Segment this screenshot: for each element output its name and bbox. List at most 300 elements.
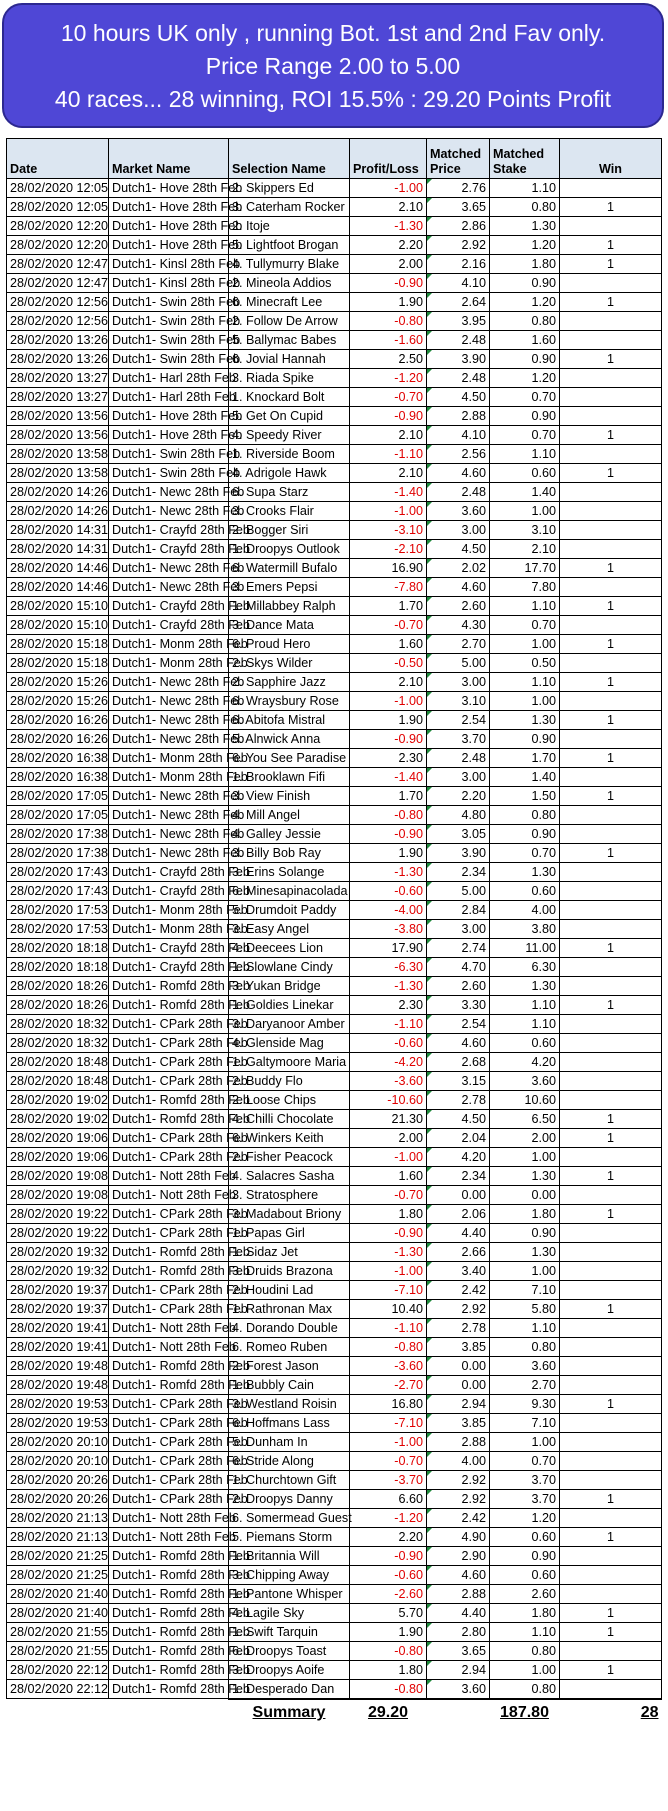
- cell-selection-name: 4. Dorando Double: [229, 1319, 350, 1338]
- cell-selection-name: 3. Westland Roisin: [229, 1395, 350, 1414]
- cell-matched-price: 2.60: [427, 977, 490, 996]
- cell-win: [560, 1471, 662, 1490]
- table-row: [7, 996, 662, 1015]
- cell-market-name: Dutch1- Romfd 28th Feb: [109, 1585, 229, 1604]
- cell-selection-name: 2. Bogger Siri: [229, 521, 350, 540]
- cell-date: 28/02/2020 19:37: [7, 1300, 109, 1319]
- cell-date: 28/02/2020 12:47: [7, 274, 109, 293]
- cell-date: 28/02/2020 13:56: [7, 426, 109, 445]
- cell-profit-loss: 2.30: [350, 996, 427, 1015]
- cell-win: 1: [560, 597, 662, 616]
- cell-selection-name: 1. Churchtown Gift: [229, 1471, 350, 1490]
- cell-market-name: Dutch1- Newc 28th Feb: [109, 730, 229, 749]
- cell-profit-loss: -0.90: [350, 407, 427, 426]
- table-row: [7, 1395, 662, 1414]
- cell-profit-loss: -7.10: [350, 1414, 427, 1433]
- table-row: [7, 1072, 662, 1091]
- cell-matched-stake: 3.60: [490, 1072, 560, 1091]
- cell-win: [560, 502, 662, 521]
- cell-profit-loss: -4.20: [350, 1053, 427, 1072]
- cell-profit-loss: 1.70: [350, 787, 427, 806]
- cell-market-name: Dutch1- CPark 28th Feb: [109, 1300, 229, 1319]
- cell-profit-loss: -7.10: [350, 1281, 427, 1300]
- cell-matched-price: 2.90: [427, 1547, 490, 1566]
- cell-win: [560, 521, 662, 540]
- cell-selection-name: 5. Alnwick Anna: [229, 730, 350, 749]
- summary-label: Summary: [229, 1699, 350, 1727]
- cell-selection-name: 4. Mill Angel: [229, 806, 350, 825]
- cell-matched-stake: 1.30: [490, 217, 560, 236]
- table-row: [7, 597, 662, 616]
- cell-date: 28/02/2020 15:18: [7, 654, 109, 673]
- table-row: [7, 426, 662, 445]
- cell-date: 28/02/2020 12:20: [7, 236, 109, 255]
- cell-market-name: Dutch1- CPark 28th Feb: [109, 1224, 229, 1243]
- banner-line-1: 10 hours UK only , running Bot. 1st and 2nd Fav only.: [60, 20, 606, 46]
- cell-profit-loss: -0.60: [350, 1566, 427, 1585]
- cell-market-name: Dutch1- Romfd 28th Feb: [109, 1680, 229, 1699]
- cell-selection-name: 3. Erins Solange: [229, 863, 350, 882]
- cell-profit-loss: -0.80: [350, 806, 427, 825]
- cell-matched-price: 4.50: [427, 1110, 490, 1129]
- cell-market-name: Dutch1- Crayfd 28th Feb: [109, 521, 229, 540]
- table-row: [7, 1585, 662, 1604]
- cell-selection-name: 1. Millabbey Ralph: [229, 597, 350, 616]
- cell-win: [560, 179, 662, 198]
- cell-date: 28/02/2020 19:22: [7, 1205, 109, 1224]
- cell-matched-stake: 0.90: [490, 350, 560, 369]
- table-row: [7, 521, 662, 540]
- cell-date: 28/02/2020 19:06: [7, 1148, 109, 1167]
- cell-profit-loss: -6.30: [350, 958, 427, 977]
- cell-selection-name: 2. Follow De Arrow: [229, 312, 350, 331]
- cell-market-name: Dutch1- Nott 28th Feb: [109, 1338, 229, 1357]
- cell-date: 28/02/2020 22:12: [7, 1661, 109, 1680]
- cell-market-name: Dutch1- Hove 28th Feb: [109, 217, 229, 236]
- cell-matched-price: 0.00: [427, 1357, 490, 1376]
- cell-selection-name: 6. Watermill Bufalo: [229, 559, 350, 578]
- cell-market-name: Dutch1- Swin 28th Feb: [109, 464, 229, 483]
- cell-win: 1: [560, 1110, 662, 1129]
- table-row: [7, 1319, 662, 1338]
- cell-win: [560, 540, 662, 559]
- cell-matched-stake: 0.80: [490, 1338, 560, 1357]
- cell-selection-name: 6. Somermead Guest: [229, 1509, 350, 1528]
- cell-market-name: Dutch1- Harl 28th Feb: [109, 369, 229, 388]
- cell-matched-price: 3.40: [427, 1262, 490, 1281]
- cell-matched-price: 3.00: [427, 673, 490, 692]
- cell-win: 1: [560, 1661, 662, 1680]
- cell-matched-stake: 1.70: [490, 749, 560, 768]
- cell-win: 1: [560, 198, 662, 217]
- table-row: [7, 806, 662, 825]
- cell-matched-price: 3.85: [427, 1338, 490, 1357]
- cell-selection-name: 1. Riverside Boom: [229, 445, 350, 464]
- cell-market-name: Dutch1- Monm 28th Feb: [109, 635, 229, 654]
- cell-profit-loss: 17.90: [350, 939, 427, 958]
- cell-matched-price: 2.04: [427, 1129, 490, 1148]
- table-row: [7, 1034, 662, 1053]
- cell-date: 28/02/2020 18:18: [7, 958, 109, 977]
- table-row: [7, 654, 662, 673]
- summary-row: [7, 1699, 662, 1727]
- cell-market-name: Dutch1- Crayfd 28th Feb: [109, 939, 229, 958]
- cell-profit-loss: 2.20: [350, 236, 427, 255]
- cell-matched-stake: 0.90: [490, 825, 560, 844]
- cell-selection-name: 6. Droopys Toast: [229, 1642, 350, 1661]
- cell-matched-stake: 0.90: [490, 1547, 560, 1566]
- cell-matched-stake: 1.80: [490, 255, 560, 274]
- cell-selection-name: 2. Mineola Addios: [229, 274, 350, 293]
- cell-win: [560, 1642, 662, 1661]
- cell-matched-price: 3.60: [427, 1680, 490, 1699]
- table-row: [7, 1129, 662, 1148]
- table-row: [7, 255, 662, 274]
- cell-profit-loss: 16.80: [350, 1395, 427, 1414]
- cell-profit-loss: 6.60: [350, 1490, 427, 1509]
- cell-profit-loss: -2.10: [350, 540, 427, 559]
- cell-selection-name: 1. Bubbly Cain: [229, 1376, 350, 1395]
- cell-matched-price: 2.78: [427, 1319, 490, 1338]
- cell-market-name: Dutch1- Swin 28th Feb: [109, 331, 229, 350]
- cell-date: 28/02/2020 12:05: [7, 179, 109, 198]
- cell-market-name: Dutch1- CPark 28th Feb: [109, 1205, 229, 1224]
- cell-win: [560, 958, 662, 977]
- cell-date: 28/02/2020 22:12: [7, 1680, 109, 1699]
- cell-win: [560, 483, 662, 502]
- cell-matched-stake: 4.20: [490, 1053, 560, 1072]
- cell-win: 1: [560, 1129, 662, 1148]
- cell-win: [560, 616, 662, 635]
- cell-matched-price: 2.48: [427, 483, 490, 502]
- cell-selection-name: 6. Supa Starz: [229, 483, 350, 502]
- cell-date: 28/02/2020 12:05: [7, 198, 109, 217]
- cell-matched-price: 4.10: [427, 426, 490, 445]
- cell-matched-stake: 0.60: [490, 464, 560, 483]
- cell-win: 1: [560, 635, 662, 654]
- table-row: [7, 407, 662, 426]
- cell-matched-price: 3.30: [427, 996, 490, 1015]
- cell-profit-loss: -1.00: [350, 1262, 427, 1281]
- cell-market-name: Dutch1- Harl 28th Feb: [109, 388, 229, 407]
- cell-matched-price: 3.10: [427, 692, 490, 711]
- cell-market-name: Dutch1- CPark 28th Feb: [109, 1433, 229, 1452]
- cell-selection-name: 5. Lightfoot Brogan: [229, 236, 350, 255]
- table-row: [7, 901, 662, 920]
- cell-market-name: Dutch1- Romfd 28th Feb: [109, 1547, 229, 1566]
- cell-matched-price: 3.00: [427, 920, 490, 939]
- cell-profit-loss: -1.00: [350, 692, 427, 711]
- cell-profit-loss: -3.60: [350, 1357, 427, 1376]
- cell-profit-loss: -7.80: [350, 578, 427, 597]
- cell-win: [560, 1091, 662, 1110]
- table-row: [7, 312, 662, 331]
- cell-market-name: Dutch1- CPark 28th Feb: [109, 1129, 229, 1148]
- cell-date: 28/02/2020 19:48: [7, 1376, 109, 1395]
- cell-date: 28/02/2020 18:48: [7, 1072, 109, 1091]
- cell-date: 28/02/2020 13:58: [7, 464, 109, 483]
- cell-profit-loss: 2.00: [350, 255, 427, 274]
- table-row: [7, 1053, 662, 1072]
- cell-market-name: Dutch1- Hove 28th Feb: [109, 198, 229, 217]
- cell-selection-name: 2. Sapphire Jazz: [229, 673, 350, 692]
- cell-matched-stake: 7.80: [490, 578, 560, 597]
- cell-matched-price: 2.80: [427, 1623, 490, 1642]
- table-row: [7, 1148, 662, 1167]
- cell-matched-price: 4.10: [427, 274, 490, 293]
- cell-profit-loss: -3.60: [350, 1072, 427, 1091]
- cell-date: 28/02/2020 16:38: [7, 749, 109, 768]
- cell-matched-price: 4.40: [427, 1224, 490, 1243]
- cell-matched-stake: 3.70: [490, 1471, 560, 1490]
- cell-date: 28/02/2020 19:08: [7, 1167, 109, 1186]
- cell-win: [560, 654, 662, 673]
- cell-matched-price: 2.02: [427, 559, 490, 578]
- cell-matched-stake: 0.50: [490, 654, 560, 673]
- cell-market-name: Dutch1- Newc 28th Feb: [109, 673, 229, 692]
- cell-date: 28/02/2020 21:55: [7, 1623, 109, 1642]
- cell-matched-price: 2.06: [427, 1205, 490, 1224]
- cell-selection-name: 3. Droopys Aoife: [229, 1661, 350, 1680]
- cell-selection-name: 1. Galtymoore Maria: [229, 1053, 350, 1072]
- cell-matched-price: 2.92: [427, 236, 490, 255]
- cell-win: 1: [560, 1300, 662, 1319]
- cell-matched-stake: 0.80: [490, 198, 560, 217]
- cell-market-name: Dutch1- Swin 28th Feb: [109, 293, 229, 312]
- cell-win: [560, 825, 662, 844]
- cell-matched-stake: 0.90: [490, 407, 560, 426]
- table-row: [7, 863, 662, 882]
- cell-matched-price: 2.48: [427, 331, 490, 350]
- cell-date: 28/02/2020 21:13: [7, 1528, 109, 1547]
- cell-matched-price: 2.42: [427, 1281, 490, 1300]
- cell-date: 28/02/2020 17:43: [7, 882, 109, 901]
- summary-profit: 29.20: [350, 1699, 427, 1727]
- cell-profit-loss: -0.70: [350, 1452, 427, 1471]
- cell-date: 28/02/2020 20:10: [7, 1433, 109, 1452]
- cell-profit-loss: -1.10: [350, 1319, 427, 1338]
- cell-selection-name: 2. Skys Wilder: [229, 654, 350, 673]
- cell-selection-name: 5. Piemans Storm: [229, 1528, 350, 1547]
- column-header-matched-price: Matched Price: [427, 139, 490, 179]
- cell-win: [560, 1034, 662, 1053]
- cell-win: 1: [560, 749, 662, 768]
- column-header-date: Date: [7, 139, 109, 179]
- table-row: [7, 768, 662, 787]
- cell-market-name: Dutch1- Monm 28th Feb: [109, 768, 229, 787]
- table-row: [7, 445, 662, 464]
- cell-market-name: Dutch1- CPark 28th Feb: [109, 1072, 229, 1091]
- cell-date: 28/02/2020 18:26: [7, 996, 109, 1015]
- cell-profit-loss: -1.30: [350, 217, 427, 236]
- table-row: [7, 1604, 662, 1623]
- cell-matched-price: 3.90: [427, 844, 490, 863]
- table-row: [7, 1509, 662, 1528]
- table-row: [7, 1224, 662, 1243]
- cell-market-name: Dutch1- CPark 28th Feb: [109, 1015, 229, 1034]
- cell-win: 1: [560, 1205, 662, 1224]
- table-row: [7, 1281, 662, 1300]
- cell-profit-loss: -3.10: [350, 521, 427, 540]
- cell-selection-name: 1. Knockard Bolt: [229, 388, 350, 407]
- cell-selection-name: 3. View Finish: [229, 787, 350, 806]
- cell-matched-stake: 0.70: [490, 426, 560, 445]
- cell-matched-price: 2.48: [427, 369, 490, 388]
- cell-selection-name: 5. Get On Cupid: [229, 407, 350, 426]
- cell-profit-loss: -3.70: [350, 1471, 427, 1490]
- cell-win: [560, 1433, 662, 1452]
- cell-date: 28/02/2020 15:26: [7, 692, 109, 711]
- cell-win: 1: [560, 844, 662, 863]
- table-row: [7, 464, 662, 483]
- cell-market-name: Dutch1- Romfd 28th Feb: [109, 1661, 229, 1680]
- cell-matched-price: 0.00: [427, 1376, 490, 1395]
- cell-win: 1: [560, 1623, 662, 1642]
- cell-win: 1: [560, 1490, 662, 1509]
- cell-selection-name: 1. Droopys Outlook: [229, 540, 350, 559]
- cell-profit-loss: -4.00: [350, 901, 427, 920]
- cell-matched-price: 4.30: [427, 616, 490, 635]
- cell-matched-price: 4.00: [427, 1452, 490, 1471]
- cell-matched-price: 4.60: [427, 1566, 490, 1585]
- cell-matched-stake: 6.30: [490, 958, 560, 977]
- table-row: [7, 369, 662, 388]
- cell-profit-loss: -0.60: [350, 1034, 427, 1053]
- cell-matched-stake: 6.50: [490, 1110, 560, 1129]
- cell-matched-price: 3.70: [427, 730, 490, 749]
- cell-selection-name: 3. Billy Bob Ray: [229, 844, 350, 863]
- cell-matched-stake: 1.20: [490, 369, 560, 388]
- cell-matched-price: 2.94: [427, 1395, 490, 1414]
- cell-win: 1: [560, 1167, 662, 1186]
- cell-selection-name: 6. You See Paradise: [229, 749, 350, 768]
- title-banner: [2, 3, 664, 128]
- cell-matched-price: 4.50: [427, 388, 490, 407]
- cell-date: 28/02/2020 13:27: [7, 388, 109, 407]
- cell-win: 1: [560, 939, 662, 958]
- cell-win: [560, 217, 662, 236]
- cell-market-name: Dutch1- CPark 28th Feb: [109, 1452, 229, 1471]
- cell-selection-name: 1. Papas Girl: [229, 1224, 350, 1243]
- cell-market-name: Dutch1- CPark 28th Feb: [109, 1053, 229, 1072]
- cell-market-name: Dutch1- Romfd 28th Feb: [109, 1357, 229, 1376]
- cell-profit-loss: -1.40: [350, 768, 427, 787]
- cell-date: 28/02/2020 21:25: [7, 1566, 109, 1585]
- cell-matched-stake: 2.60: [490, 1585, 560, 1604]
- cell-date: 28/02/2020 17:05: [7, 787, 109, 806]
- cell-profit-loss: 2.20: [350, 1528, 427, 1547]
- cell-matched-price: 2.56: [427, 445, 490, 464]
- cell-matched-stake: 3.60: [490, 1357, 560, 1376]
- table-row: [7, 787, 662, 806]
- cell-profit-loss: -0.60: [350, 882, 427, 901]
- cell-date: 28/02/2020 13:58: [7, 445, 109, 464]
- cell-market-name: Dutch1- Crayfd 28th Feb: [109, 540, 229, 559]
- cell-matched-price: 4.60: [427, 464, 490, 483]
- table-row: [7, 483, 662, 502]
- table-row: [7, 825, 662, 844]
- cell-market-name: Dutch1- Kinsl 28th Feb: [109, 255, 229, 274]
- cell-win: [560, 1148, 662, 1167]
- cell-profit-loss: -0.90: [350, 730, 427, 749]
- cell-matched-stake: 1.00: [490, 1433, 560, 1452]
- cell-market-name: Dutch1- Nott 28th Feb: [109, 1509, 229, 1528]
- cell-matched-stake: 1.00: [490, 1262, 560, 1281]
- cell-matched-stake: 1.10: [490, 673, 560, 692]
- cell-market-name: Dutch1- Romfd 28th Feb: [109, 1376, 229, 1395]
- cell-matched-stake: 0.70: [490, 1452, 560, 1471]
- cell-market-name: Dutch1- CPark 28th Feb: [109, 1414, 229, 1433]
- cell-profit-loss: -3.80: [350, 920, 427, 939]
- cell-profit-loss: -0.80: [350, 312, 427, 331]
- table-row: [7, 616, 662, 635]
- cell-date: 28/02/2020 14:46: [7, 578, 109, 597]
- cell-win: 1: [560, 996, 662, 1015]
- cell-selection-name: 3. Madabout Briony: [229, 1205, 350, 1224]
- cell-matched-stake: 1.10: [490, 445, 560, 464]
- cell-win: [560, 901, 662, 920]
- cell-selection-name: 4. Galley Jessie: [229, 825, 350, 844]
- cell-matched-price: 2.16: [427, 255, 490, 274]
- cell-matched-stake: 0.80: [490, 1642, 560, 1661]
- cell-date: 28/02/2020 18:18: [7, 939, 109, 958]
- table-row: [7, 198, 662, 217]
- cell-win: [560, 1452, 662, 1471]
- cell-selection-name: 2. Loose Chips: [229, 1091, 350, 1110]
- cell-date: 28/02/2020 20:26: [7, 1490, 109, 1509]
- cell-market-name: Dutch1- Crayfd 28th Feb: [109, 958, 229, 977]
- cell-market-name: Dutch1- Newc 28th Feb: [109, 692, 229, 711]
- cell-market-name: Dutch1- Nott 28th Feb: [109, 1186, 229, 1205]
- cell-date: 28/02/2020 21:55: [7, 1642, 109, 1661]
- cell-matched-price: 4.60: [427, 1034, 490, 1053]
- banner-line-2: Price Range 2.00 to 5.00: [205, 53, 461, 79]
- cell-profit-loss: -0.70: [350, 388, 427, 407]
- cell-date: 28/02/2020 21:40: [7, 1585, 109, 1604]
- cell-matched-stake: 1.30: [490, 1243, 560, 1262]
- table-row: [7, 635, 662, 654]
- cell-date: 28/02/2020 18:32: [7, 1015, 109, 1034]
- cell-profit-loss: -1.20: [350, 369, 427, 388]
- cell-matched-price: 2.74: [427, 939, 490, 958]
- cell-date: 28/02/2020 20:26: [7, 1471, 109, 1490]
- cell-matched-stake: 1.00: [490, 1148, 560, 1167]
- cell-win: [560, 692, 662, 711]
- table-body: [7, 179, 662, 1699]
- cell-selection-name: 1. Brooklawn Fifi: [229, 768, 350, 787]
- table-row: [7, 1262, 662, 1281]
- cell-profit-loss: 1.80: [350, 1205, 427, 1224]
- cell-matched-price: 2.54: [427, 711, 490, 730]
- cell-selection-name: 6. Proud Hero: [229, 635, 350, 654]
- summary-stake: 187.80: [490, 1699, 560, 1727]
- cell-win: [560, 1243, 662, 1262]
- cell-matched-stake: 1.10: [490, 996, 560, 1015]
- cell-profit-loss: -1.60: [350, 331, 427, 350]
- cell-win: [560, 1357, 662, 1376]
- cell-selection-name: 1. Rathronan Max: [229, 1300, 350, 1319]
- cell-win: [560, 863, 662, 882]
- cell-market-name: Dutch1- Romfd 28th Feb: [109, 1091, 229, 1110]
- cell-profit-loss: -0.90: [350, 825, 427, 844]
- cell-win: 1: [560, 236, 662, 255]
- cell-selection-name: 5. Dunham In: [229, 1433, 350, 1452]
- cell-profit-loss: -0.80: [350, 1642, 427, 1661]
- cell-date: 28/02/2020 12:56: [7, 293, 109, 312]
- cell-win: 1: [560, 673, 662, 692]
- table-row: [7, 1243, 662, 1262]
- cell-date: 28/02/2020 17:38: [7, 825, 109, 844]
